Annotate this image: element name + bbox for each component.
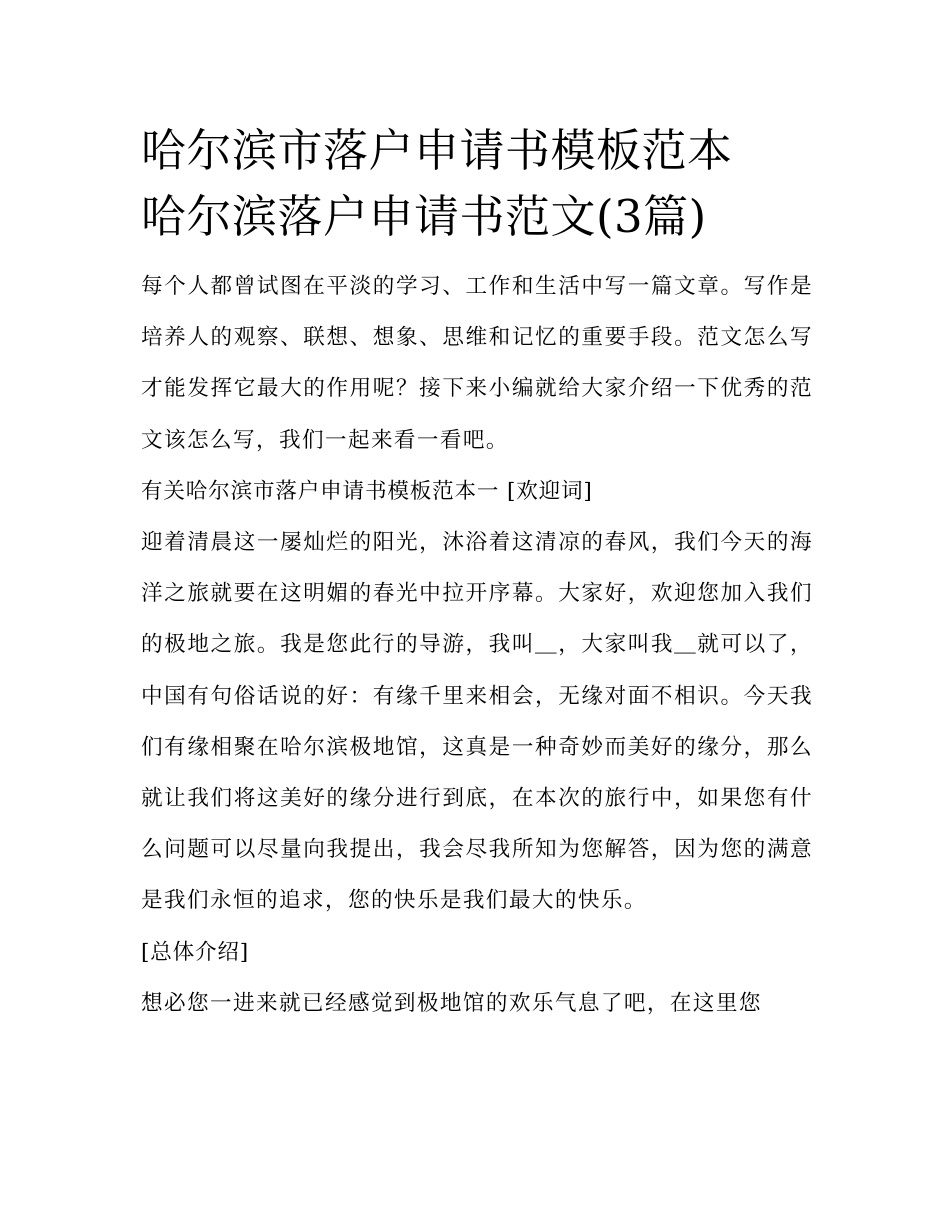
title-line-1: 哈尔滨市落户申请书模板范本 [141, 124, 733, 177]
title-line-2: 哈尔滨落户申请书范文(3篇) [141, 190, 707, 243]
intro-paragraph: 每个人都曾试图在平淡的学习、工作和生活中写一篇文章。写作是培养人的观察、联想、想象、思维和记忆的重要手段。范文怎么写才能发挥它最大的作用呢？接下来小编就给大家介绍一下优秀的范文该怎么写，我们一起来看一看吧。 [141, 274, 813, 453]
document-title [141, 118, 813, 250]
section-heading-1: 有关哈尔滨市落户申请书模板范本一 [欢迎词] [141, 478, 593, 504]
overview-paragraph: 想必您一进来就已经感觉到极地馆的欢乐气息了吧，在这里您 [141, 990, 762, 1016]
document-body [141, 261, 813, 1029]
section-heading-overview: [总体介绍] [141, 939, 250, 965]
welcome-paragraph: 迎着清晨这一屡灿烂的阳光，沐浴着这清凉的春风，我们今天的海洋之旅就要在这明媚的春光中拉开序幕。大家好，欢迎您加入我们的极地之旅。我是您此行的导游，我叫＿，大家叫我＿就可以了，中国有句俗话说的好：有缘千里来相会，无缘对面不相识。今天我们有缘相聚在哈尔滨极地馆，这真是一种奇妙而美好的缘分，那么就让我们将这美好的缘分进行到底，在本次的旅行中，如果您有什么问题可以尽量向我提出，我会尽我所知为您解答，因为您的满意是我们永恒的追求，您的快乐是我们最大的快乐。 [141, 530, 813, 914]
document-page [141, 118, 813, 1029]
